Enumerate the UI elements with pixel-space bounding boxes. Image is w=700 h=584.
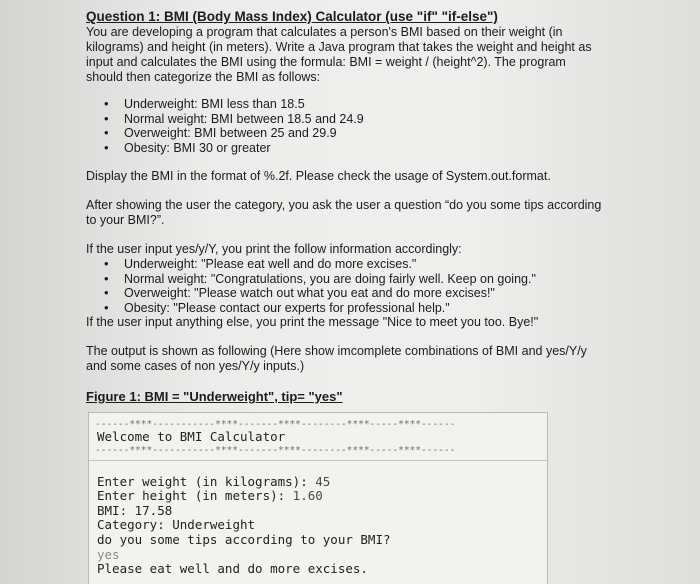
- followup-text: After showing the user the category, you ask the user a question “do you some tips according to your BMI?”.: [86, 198, 602, 227]
- category-item: • Obesity: BMI 30 or greater: [124, 141, 606, 156]
- bmi-line: BMI: 17.58: [97, 502, 173, 518]
- category-item: • Underweight: BMI less than 18.5: [124, 97, 606, 112]
- welcome-line: Welcome to BMI Calculator: [97, 429, 286, 444]
- else-line: If the user input anything else, you print the message "Nice to meet you too. Bye!": [86, 315, 539, 329]
- answer-line: yes: [97, 546, 120, 562]
- stars-divider-bottom: ------****-----------****-------****--------****-----****------: [95, 444, 456, 456]
- category-line: Category: Underweight: [97, 517, 256, 533]
- tip-item: • Obesity: "Please contact our experts for professional help.": [124, 301, 606, 316]
- yes-intro: If the user input yes/y/Y, you print the follow information accordingly:: [86, 242, 462, 256]
- tip-item: • Normal weight: "Congratulations, you are doing fairly well. Keep on going.": [124, 272, 606, 287]
- question-body: [86, 8, 606, 405]
- height-line: [89, 489, 547, 504]
- weight-value: 45: [315, 473, 331, 489]
- height-value: 1.60: [292, 488, 323, 504]
- tips-list: [86, 257, 606, 315]
- stars-divider-top: ------****-----------****-------****--------****-----****------: [95, 419, 456, 430]
- tip-output-line: Please eat well and do more excises.: [97, 561, 368, 577]
- figure-caption: Figure 1: BMI = "Underweight", tip= "yes": [86, 389, 343, 404]
- format-note: Display the BMI in the format of %.2f. Please check the usage of System.out.format.: [86, 169, 551, 183]
- bmi-category-list: [86, 97, 606, 155]
- output-intro: The output is shown as following (Here show imcomplete combinations of BMI and yes/Y/y and some cases of non yes/Y/y inputs.): [86, 344, 587, 373]
- tip-item: • Overweight: "Please watch out what you eat and do more excises!": [124, 286, 606, 301]
- question-title: Question 1: BMI (Body Mass Index) Calculator (use "if" "if-else"): [86, 9, 498, 24]
- tip-item: • Underweight: "Please eat well and do more excises.": [124, 257, 606, 272]
- tips-prompt-line: do you some tips according to your BMI?: [97, 531, 391, 547]
- question-intro: You are developing a program that calculates a person's BMI based on their weight (in kilograms) and height (in meters). Write a Java program that takes the weight and height as input and calculates the BMI using the formula: BMI = weight / (height^2). The program should then categorize the BMI as follows:: [86, 25, 592, 84]
- height-prompt: Enter height (in meters):: [97, 488, 293, 504]
- category-item: • Overweight: BMI between 25 and 29.9: [124, 126, 606, 141]
- category-item: • Normal weight: BMI between 18.5 and 24.9: [124, 112, 606, 127]
- console-output: [88, 412, 548, 584]
- weight-prompt: Enter weight (in kilograms):: [97, 473, 316, 489]
- weight-line: [89, 475, 547, 490]
